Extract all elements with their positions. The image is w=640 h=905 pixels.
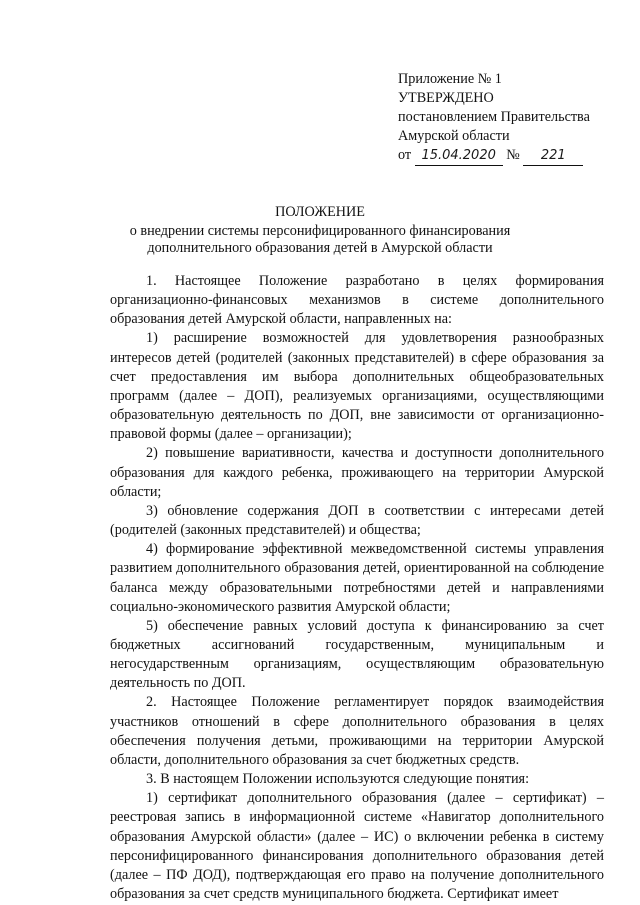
appendix-label: Приложение № 1: [398, 71, 502, 87]
paragraph: 1) сертификат дополнительного образования (далее – сертификат) – реестровая запись в информационной системе «Навигатор дополнительного образования Амурской области» (далее – ИС) о включении ребенка в систему персонифицированного финансирования дополнительного образования детей (далее – ПФ ДОД), подтверждающая его право на получение дополнительного образования за счет средств муниципального бюджета. Сертификат имеет: [110, 790, 604, 902]
approved-label: УТВЕРЖДЕНО: [398, 90, 494, 106]
document-subtitle-line1: о внедрении системы персонифицированного финансирования: [129, 223, 511, 239]
paragraph: 2) повышение вариативности, качества и доступности дополнительного образования для каждого ребенка, проживающего на территории Амурской области;: [110, 445, 604, 500]
paragraph: 4) формирование эффективной межведомственной системы управления развитием дополнительного образования детей, ориентированной на соблюдение баланса между образовательными потребностями детей и направлениями социально-экономического развития Амурской области;: [110, 541, 604, 615]
paragraph: 5) обеспечение равных условий доступа к финансированию за счет бюджетных ассигнований государственным, муниципальным и негосударственным организациям, осуществляющим образовательную деятельность по ДОП.: [110, 617, 604, 692]
document-subtitle-line2: дополнительного образования детей в Амурской области: [147, 240, 493, 256]
approval-stamp: [398, 70, 590, 166]
region-label: Амурской области: [398, 128, 510, 144]
handwritten-date: 15.04.2020: [415, 146, 503, 166]
date-number-line: [398, 146, 590, 166]
number-prefix: №: [506, 147, 520, 163]
document-body: [110, 272, 604, 904]
paragraph: 3. В настоящем Положении используются следующие понятия:: [146, 771, 530, 788]
resolution-label: постановлением Правительства: [398, 109, 590, 125]
document-title: ПОЛОЖЕНИЕ: [275, 204, 365, 220]
paragraph: 3) обновление содержания ДОП в соответствии с интересами детей (родителей (законных представителей) и общества;: [110, 502, 604, 539]
paragraph: 2. Настоящее Положение регламентирует порядок взаимодействия участников отношений в сфере дополнительного образования в целях обеспечения получения детьми, проживающими на территории Амурской области, дополнительного образования за счет бюджетных средств.: [110, 694, 604, 768]
paragraph: 1. Настоящее Положение разработано в целях формирования организационно-финансовых механизмов в системе дополнительного образования детей Амурской области, направленных на:: [110, 273, 604, 328]
paragraph: 1) расширение возможностей для удовлетворения разнообразных интересов детей (родителей (законных представителей) в сфере образования за счет предоставления им выбора дополнительных общеобразовательных программ (далее – ДОП), реализуемых организациями, осуществляющими образовательную деятельность по ДОП, вне зависимости от организационно-правовой формы (далее – организации);: [110, 330, 604, 443]
handwritten-number: 221: [523, 146, 583, 166]
date-prefix: от: [398, 147, 412, 163]
